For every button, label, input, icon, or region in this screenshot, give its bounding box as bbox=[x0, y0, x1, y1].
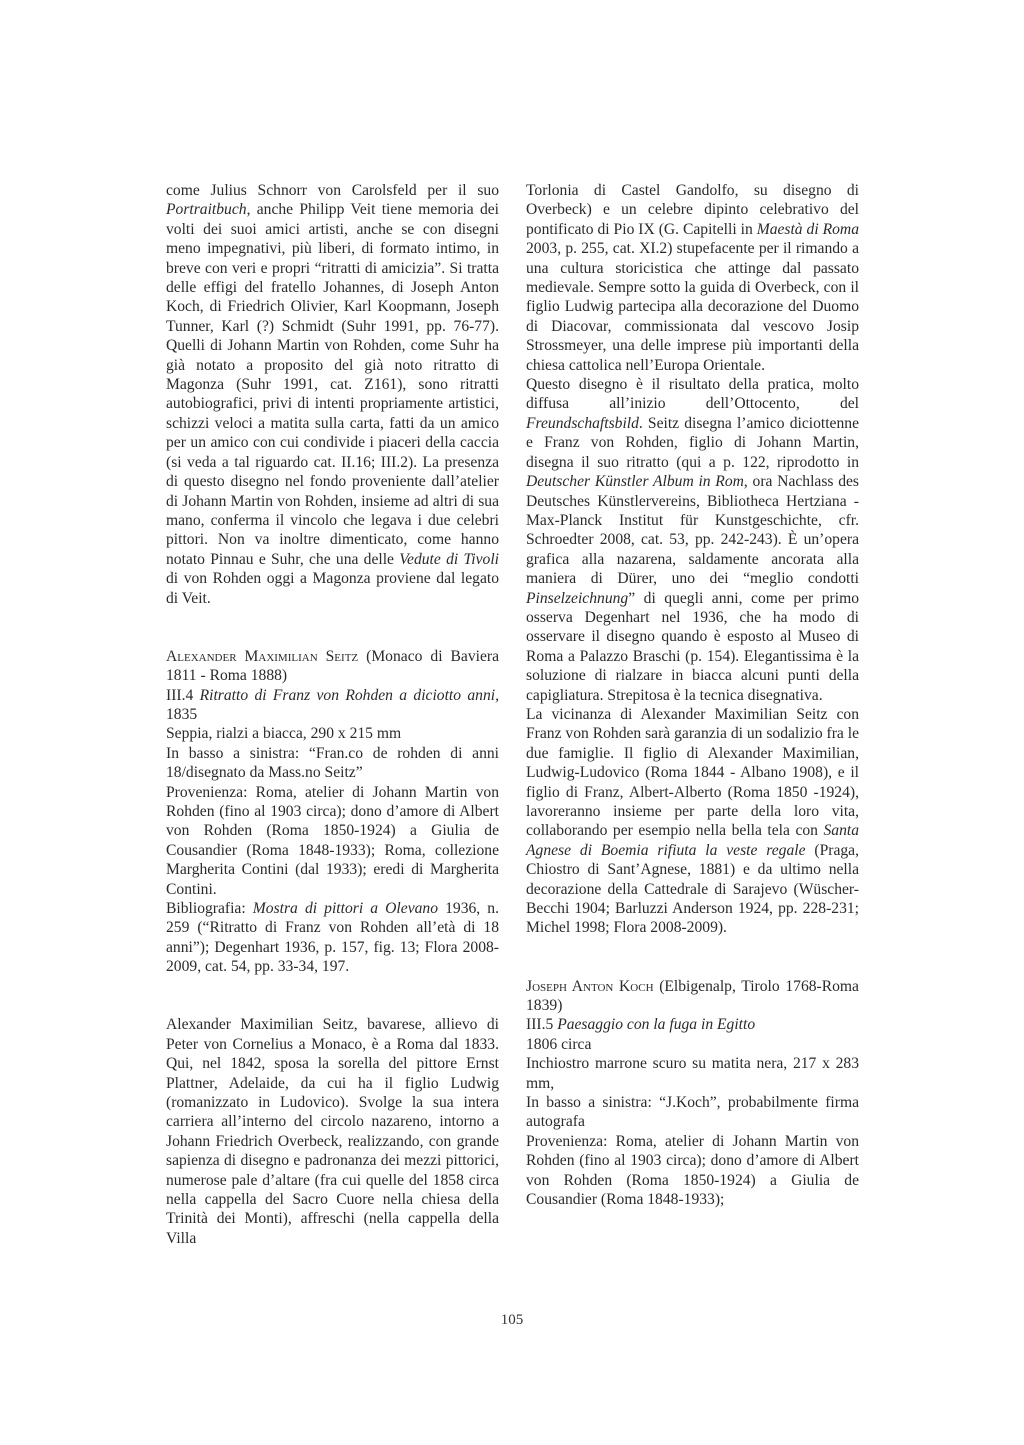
right-column bbox=[526, 181, 859, 1210]
entry-inscription: In basso a sinistra: “J.Koch”, probabilmente firma autografa bbox=[526, 1094, 859, 1131]
entry-heading bbox=[166, 647, 499, 686]
body-paragraph: Torlonia di Castel Gandolfo, su disegno di Overbeck) e un celebre dipinto celebrativo del pontificato di Pio IX (G. Capitelli in Maestà di Roma 2003, p. 255, cat. XI.2) stupefacente per il rimando a una cultura storicistica che attinge dal passato medievale. Sempre sotto la guida di Overbeck, con il figlio Ludwig partecipa alla decorazione del Duomo di Diacovar, commissionata dal vescovo Josip Strossmeyer, una delle imprese più importanti della chiesa cattolica nell’Europa Orientale. bbox=[526, 182, 859, 374]
catalog-number: III.5 bbox=[526, 1016, 558, 1034]
entry-bibliography: Bibliografia: Mostra di pittori a Olevano 1936, n. 259 (“Ritratto di Franz von Rohden all’età di 18 anni”); Degenhart 1936, p. 157, fig. 13; Flora 2008-2009, cat. 54, pp. 33-34, 197. bbox=[166, 900, 499, 976]
body-paragraph: Questo disegno è il risultato della pratica, molto diffusa all’inizio dell’Ottocento, del Freundschaftsbild. Seitz disegna l’amico diciottenne e Franz von Rohden, figlio di Johann Martin, disegna il suo ritratto (qui a p. 122, riprodotto in Deutscher Künstler Album in Rom, ora Nachlass des Deutsches Künstlervereins, Bibliotheca Hertziana - Max-Planck Institut für Kunstgeschichte, cfr. Schroedter 2008, cat. 53, pp. 242-243). È un’opera grafica alla nazarena, saldamente ancorata alla maniera di Dürer, uno dei “meglio condotti Pinselzeichnung” di quegli anni, come per primo osserva Degenhart nel 1936, che ha modo di osservare il disegno quando è esposto al Museo di Roma a Palazzo Braschi (p. 154). Elegantissima è la soluzione di rialzare in biacca alcuni punti della capigliatura. Strepitosa è la tecnica disegnativa. bbox=[526, 376, 860, 704]
book-title: Portraitbuch bbox=[166, 201, 247, 219]
page-number: 105 bbox=[500, 1312, 524, 1328]
artwork-title: Vedute di Tivoli bbox=[399, 550, 499, 568]
body-paragraph: come Julius Schnorr von Carolsfeld per il suo Portraitbuch, anche Philipp Veit tiene memoria dei volti dei suoi amici artisti, anche se con disegni meno impegnativi, più liberi, di formato intimo, in breve con veri e propri “ritratti di amicizia”. Si tratta delle effigi del fratello Johannes, di Joseph Anton Koch, di Friedrich Olivier, Karl Koopmann, Joseph Tunner, Karl (?) Schmidt (Suhr 1991, pp. 76-77). Quelli di Johann Martin von Rohden, come Suhr ha già notato a proposito del già noto ritratto di Magonza (Suhr 1991, cat. Z161), sono ritratti autobiografici, privi di intenti propriamente artistici, schizzi veloci a matita sulla carta, fatti da un amico per un amico con cui condivide i piaceri della caccia (si veda a tal riguardo cat. II.16; III.2). La presenza di questo disegno nel fondo proveniente dall’atelier di Johann Martin von Rohden, insieme ad altri di sua mano, conferma il vincolo che legava i due celebri pittori. Non va inoltre dimenticato, come hanno notato Pinnau e Suhr, che una delle Vedute di Tivoli di von Rohden oggi a Magonza proviene dal legato di Veit. bbox=[166, 182, 499, 607]
entry-heading bbox=[526, 977, 859, 1016]
artwork-title: Santa Agnese di Boemia rifiuta la veste regale bbox=[526, 822, 859, 859]
artist-name: Joseph Anton Koch bbox=[526, 977, 654, 995]
artist-dates: (Monaco di Baviera 1811 - Roma 1888) bbox=[166, 647, 500, 685]
entry-inscription: In basso a sinistra: “Fran.co de rohden di anni 18/disegnato da Mass.no Seitz” bbox=[166, 744, 499, 782]
entry-provenance: Provenienza: Roma, atelier di Johann Martin von Rohden (fino al 1903 circa); dono d’amore di Albert von Rohden (Roma 1850-1924) a Giulia de Cousandier (Roma 1848-1933); Roma, collezione Margherita Contini (dal 1933); eredi di Margherita Contini. bbox=[166, 783, 499, 898]
entry-provenance: Provenienza: Roma, atelier di Johann Martin von Rohden (fino al 1903 circa); dono d’amore di Albert von Rohden (Roma 1850-1924) a Giulia de Cousandier (Roma 1848-1933); bbox=[526, 1132, 859, 1209]
artwork-year: 1806 circa bbox=[526, 1035, 592, 1053]
entry-title bbox=[526, 1015, 859, 1034]
entry-medium: Inchiostro marrone scuro su matita nera, 217 x 283 mm, bbox=[526, 1055, 859, 1092]
entry-medium: Seppia, rialzi a biacca, 290 x 215 mm bbox=[166, 725, 402, 743]
left-column bbox=[166, 181, 499, 1248]
artwork-title: Ritratto di Franz von Rohden a diciotto anni, bbox=[199, 686, 499, 704]
artwork-title: Paesaggio con la fuga in Egitto bbox=[557, 1016, 756, 1034]
artwork-year: 1835 bbox=[166, 705, 198, 723]
book-title: Deutscher Künstler Album in Rom bbox=[526, 473, 744, 491]
body-paragraph: Alexander Maximilian Seitz, bavarese, allievo di Peter von Cornelius a Monaco, è a Roma dal 1833. Qui, nel 1842, sposa la sorella del pittore Ernst Plattner, Adelaide, da cui ha il figlio Ludwig (romanizzato in Ludovico). Svolge la sua intera carriera all’interno del circolo nazareno, intorno a Johann Friedrich Overbeck, realizzando, con grande sapienza di disegno e padronanza dei mezzi pittorici, numerose pale d’altare (fra cui quelle del 1858 circa nella cappella del Sacro Cuore nella chiesa della Trinità dei Monti), affreschi (nella cappella della Villa bbox=[166, 1016, 499, 1247]
body-paragraph: La vicinanza di Alexander Maximilian Seitz con Franz von Rohden sarà garanzia di un sodalizio fra le due famiglie. Il figlio di Alexander Maximilian, Ludwig-Ludovico (Roma 1844 - Albano 1908), e il figlio di Franz, Albert-Alberto (Roma 1850 -1924), lavoreranno insieme per parte della loro vita, collaborando per esempio nella bella tela con Santa Agnese di Boemia rifiuta la veste regale (Praga, Chiostro di Sant’Agnese, 1881) e da ultimo nella decorazione della Cattedrale di Sarajevo (Wüscher-Becchi 1904; Barluzzi Anderson 1924, pp. 228-231; Michel 1998; Flora 2008-2009). bbox=[526, 705, 859, 937]
catalog-number: III.4 bbox=[166, 686, 200, 704]
book-title: Maestà di Roma bbox=[756, 220, 859, 238]
entry-title bbox=[166, 686, 499, 725]
catalog-entry-III4 bbox=[166, 647, 499, 977]
artist-dates: (Elbigenalp, Tirolo 1768-Roma 1839) bbox=[526, 977, 859, 1015]
artist-name: Alexander Maximilian Seitz bbox=[166, 647, 359, 665]
catalog-entry-III5 bbox=[526, 977, 859, 1210]
